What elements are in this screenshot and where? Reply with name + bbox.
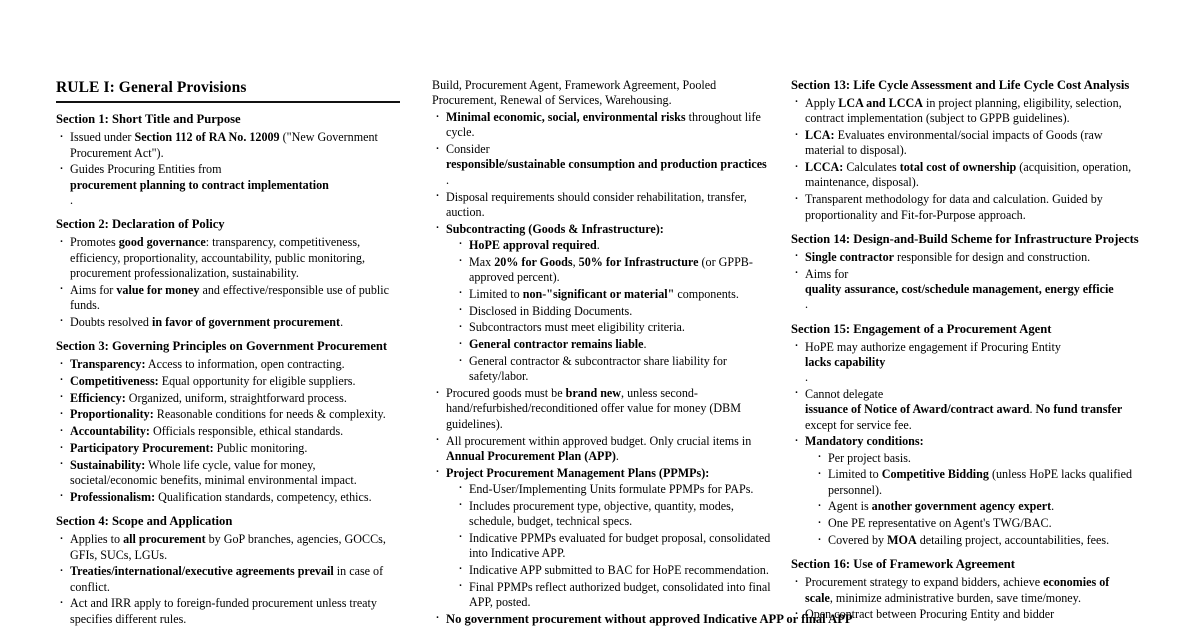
emphasis-text: in favor of government procurement — [151, 314, 341, 329]
body-text: Includes procurement type, objective, quantity, modes, schedule, budget, technical specs. — [469, 498, 734, 529]
body-text: : transparency, competitiveness, efficiency, proportionality, accountability, public monitoring, procurement professionalization, sustainability. — [70, 235, 365, 280]
body-text: All procurement within approved budget. Only crucial items in — [446, 433, 752, 448]
bullet-list — [56, 532, 405, 626]
continuation-text: Build, Procurement Agent, Framework Agreement, Pooled Procurement, Renewal of Services, Warehousing. — [432, 78, 717, 108]
list-item — [56, 162, 405, 208]
body-text: responsible for design and construction. — [894, 249, 1091, 264]
body-text: One PE representative on Agent's TWG/BAC. — [828, 516, 1052, 531]
list-item — [56, 490, 405, 505]
body-text: , unless second-hand/refurbished/reconditioned offer value for money (DBM guidelines). — [446, 386, 741, 431]
list-item — [432, 434, 781, 465]
list-item — [791, 267, 1140, 313]
body-text: Per project basis. — [828, 450, 911, 465]
body-text: Equal opportunity for eligible suppliers. — [158, 373, 356, 388]
section-heading: Section 15: Engagement of a Procurement Agent — [791, 321, 1052, 336]
column-1-body — [56, 112, 405, 626]
body-text: . — [1051, 499, 1055, 514]
body-text: (acquisition, operation, maintenance, disposal). — [805, 160, 1132, 190]
body-text: . — [596, 237, 600, 252]
list-item — [814, 467, 1140, 498]
list-item — [56, 424, 405, 439]
body-text: Applies to — [70, 532, 124, 547]
body-text: Doubts resolved — [70, 314, 152, 329]
list-item — [455, 563, 781, 578]
body-text: Subcontractors must meet eligibility criteria. — [469, 320, 685, 335]
emphasis-text: total cost of ownership — [899, 160, 1017, 175]
emphasis-text: Accountability: — [70, 424, 150, 439]
body-text: in project planning, eligibility, selection, contract implementation (subject to GPPB guidelines). — [805, 95, 1122, 126]
list-item — [56, 407, 405, 422]
emphasis-text: Subcontracting (Goods & Infrastructure): — [446, 221, 664, 236]
emphasis-text: HoPE approval required — [469, 237, 597, 252]
list-item — [56, 441, 405, 456]
emphasis-block: responsible/sustainable consumption and production practices — [446, 157, 767, 172]
body-text: Apply — [805, 95, 839, 110]
body-text: , — [572, 254, 579, 269]
body-text: Open contract between Procuring Entity and bidder — [805, 607, 1055, 622]
title-divider — [56, 101, 400, 103]
body-text: Issued under — [70, 130, 135, 145]
body-text: Reasonable conditions for needs & complexity. — [153, 407, 386, 422]
body-text: Guides Procuring Entities from — [70, 162, 222, 177]
emphasis-text: all procurement — [123, 532, 206, 547]
emphasis-text: 50% for Infrastructure — [578, 254, 699, 269]
body-text: (or GPPB-approved percent). — [469, 254, 753, 285]
emphasis-text: Minimal economic, social, environmental risks — [446, 110, 686, 125]
list-item — [455, 531, 781, 562]
body-text: ("New Government Procurement Act"). — [70, 130, 378, 160]
sub-list — [455, 238, 781, 385]
body-text: Whole life cycle, value for money, societal/economic benefits, minimal environmental impact. — [70, 457, 357, 488]
body-text: HoPE may authorize engagement if Procuring Entity — [805, 339, 1061, 354]
body-text: (unless HoPE lacks qualified personnel). — [828, 467, 1133, 497]
body-text: Limited to — [469, 286, 523, 301]
body-text: Max — [469, 254, 495, 269]
overflow-emphasis-line: · No government procurement without approved Indicative APP or final APP — [446, 611, 853, 626]
list-item — [455, 304, 781, 319]
body-text: . — [1029, 402, 1036, 417]
list-item — [455, 580, 781, 611]
section-heading: Section 1: Short Title and Purpose — [56, 112, 241, 127]
list-item — [455, 255, 781, 286]
body-text: Qualification standards, competency, ethics. — [155, 489, 372, 504]
body-text: Aims for — [70, 282, 117, 297]
list-item — [455, 482, 781, 497]
emphasis-text: General contractor remains liable — [469, 337, 644, 352]
list-item — [56, 564, 405, 595]
list-item — [791, 250, 1140, 265]
sub-list — [455, 482, 781, 610]
trailing-punctuation: . — [805, 370, 809, 385]
list-item — [791, 434, 1140, 548]
section-heading: Section 14: Design-and-Build Scheme for Infrastructure Projects — [791, 231, 1139, 246]
emphasis-text: economies of scale — [805, 575, 1110, 605]
list-item — [432, 611, 853, 626]
emphasis-text: issuance of Notice of Award/contract award — [805, 402, 1030, 417]
section-heading: Section 2: Declaration of Policy — [56, 217, 225, 232]
list-item — [791, 575, 1140, 606]
emphasis-block-mixed — [805, 402, 1140, 433]
body-text: Officials responsible, ethical standards. — [149, 424, 344, 439]
sub-list — [814, 451, 1140, 549]
emphasis-text: Competitiveness: — [70, 373, 159, 388]
list-item — [791, 340, 1140, 386]
column-3 — [791, 78, 1140, 624]
list-item — [814, 533, 1140, 548]
body-text: Act and IRR apply to foreign-funded procurement unless treaty specifies different rules. — [70, 596, 377, 626]
list-item — [56, 357, 405, 372]
emphasis-text: Competitive Bidding — [881, 467, 989, 482]
body-text: Access to information, open contracting. — [145, 357, 345, 372]
body-text: General contractor & subcontractor share liability for safety/labor. — [469, 354, 727, 384]
body-text: Final PPMPs reflect authorized budget, consolidated into final APP, posted. — [469, 579, 771, 609]
list-item — [56, 596, 405, 626]
emphasis-text: 20% for Goods — [494, 254, 573, 269]
bullet-list — [791, 575, 1140, 622]
body-text: Consider — [446, 142, 490, 157]
body-text: components. — [674, 286, 739, 301]
page-title: RULE I: General Provisions — [56, 79, 247, 96]
list-item — [432, 110, 781, 141]
emphasis-text: Professionalism: — [70, 489, 156, 504]
body-text: Disposal requirements should consider rehabilitation, transfer, auction. — [446, 189, 747, 219]
list-item — [455, 287, 781, 302]
emphasis-text: LCCA: — [805, 160, 844, 175]
column-3-body — [791, 78, 1140, 623]
list-item — [791, 192, 1140, 223]
body-text: . — [643, 337, 647, 352]
emphasis-text: Proportionality: — [70, 407, 154, 422]
list-item — [56, 130, 405, 161]
emphasis-text: No fund transfer — [1035, 402, 1123, 417]
body-text: . — [340, 314, 344, 329]
list-item — [56, 458, 405, 489]
list-item — [814, 499, 1140, 514]
list-item — [791, 387, 1140, 433]
list-item — [432, 386, 781, 432]
body-text: Covered by — [828, 533, 888, 548]
list-item — [432, 190, 781, 221]
bullet-list — [56, 235, 405, 330]
body-text: Transparent methodology for data and calculation. Guided by proportionality and Fit-for-Purpose approach. — [805, 192, 1103, 222]
emphasis-text: Mandatory conditions: — [805, 434, 924, 449]
body-text: Agent is — [828, 499, 872, 514]
bullet-list — [791, 250, 1140, 313]
emphasis-text: LCA and LCCA — [838, 95, 923, 110]
body-text: Organized, uniform, straightforward process. — [125, 390, 347, 405]
body-text: detailing project, accountabilities, fees. — [916, 533, 1110, 548]
emphasis-text: Treaties/international/executive agreements prevail — [70, 564, 334, 579]
list-item — [455, 238, 781, 253]
bullet-list — [791, 340, 1140, 549]
body-text: Indicative PPMPs evaluated for budget proposal, consolidated into Indicative APP. — [469, 530, 771, 561]
body-text: by GoP branches, agencies, GOCCs, GFIs, SUCs, LGUs. — [70, 532, 386, 562]
emphasis-text: Participatory Procurement: — [70, 441, 214, 456]
emphasis-text: Section 112 of RA No. 12009 — [134, 130, 280, 145]
list-item — [432, 222, 781, 385]
trailing-punctuation: . — [805, 297, 809, 312]
column-1 — [56, 78, 405, 626]
body-text: Disclosed in Bidding Documents. — [469, 303, 633, 318]
emphasis-block: lacks capability — [805, 354, 886, 369]
list-item — [791, 607, 1140, 622]
list-item — [432, 142, 781, 188]
bullet-list-overflow — [432, 611, 853, 626]
emphasis-text: value for money — [116, 282, 200, 297]
body-text: in case of conflict. — [70, 564, 384, 594]
body-text: Calculates — [843, 160, 900, 175]
emphasis-text: Efficiency: — [70, 390, 126, 405]
body-text: Evaluates environmental/social impacts of Goods (raw material to disposal). — [805, 128, 1103, 158]
emphasis-text: Project Procurement Management Plans (PPMPs): — [446, 465, 710, 480]
bullet-list — [432, 110, 781, 610]
body-text: Limited to — [828, 467, 882, 482]
emphasis-text: MOA — [887, 533, 917, 548]
list-item — [814, 516, 1140, 531]
body-text: except for service fee. — [805, 417, 912, 432]
bullet-list — [791, 96, 1140, 223]
list-item — [455, 499, 781, 530]
list-item — [56, 391, 405, 406]
bullet-list — [56, 130, 405, 208]
body-text: Promotes — [70, 235, 119, 250]
body-text: and effective/responsible use of public funds. — [70, 282, 389, 313]
section-heading: Section 4: Scope and Application — [56, 514, 233, 529]
list-item — [455, 337, 781, 352]
body-text: throughout life cycle. — [446, 110, 761, 140]
emphasis-text: Sustainability: — [70, 457, 146, 472]
bullet-list — [56, 357, 405, 505]
emphasis-text: good governance — [118, 235, 206, 250]
body-text: Procurement strategy to expand bidders, achieve — [805, 575, 1044, 590]
section-heading: Section 16: Use of Framework Agreement — [791, 557, 1015, 572]
body-text: Procured goods must be — [446, 386, 566, 401]
emphasis-text: non-"significant or material" — [522, 286, 675, 301]
list-item — [56, 235, 405, 281]
body-text: Public monitoring. — [213, 441, 308, 456]
list-item — [56, 283, 405, 314]
emphasis-text: Single contractor — [805, 249, 895, 264]
list-item — [432, 466, 781, 611]
list-item — [814, 451, 1140, 466]
emphasis-text: another government agency expert — [871, 499, 1052, 514]
body-text: , minimize administrative burden, save time/money. — [829, 590, 1081, 605]
section-heading: Section 3: Governing Principles on Government Procurement — [56, 339, 388, 354]
emphasis-block-clipped: quality assurance, cost/schedule management, energy efficie — [805, 281, 1114, 296]
emphasis-text: Transparency: — [70, 357, 146, 372]
section-heading: Section 13: Life Cycle Assessment and Life Cycle Cost Analysis — [791, 78, 1130, 92]
trailing-punctuation: . — [70, 193, 74, 208]
list-item — [791, 96, 1140, 127]
list-item — [455, 320, 781, 335]
list-item — [56, 374, 405, 389]
body-text: . — [615, 448, 619, 463]
emphasis-text: brand new — [565, 386, 622, 401]
trailing-punctuation: . — [446, 172, 450, 187]
body-text: Cannot delegate — [805, 386, 884, 401]
body-text: Aims for — [805, 266, 849, 281]
list-item — [791, 160, 1140, 191]
emphasis-text: LCA: — [805, 128, 835, 143]
list-item — [56, 532, 405, 563]
emphasis-block: procurement planning to contract implementation — [70, 177, 329, 192]
body-text: End-User/Implementing Units formulate PPMPs for PAPs. — [469, 481, 754, 496]
body-text: Indicative APP submitted to BAC for HoPE recommendation. — [469, 562, 769, 577]
list-item — [791, 128, 1140, 159]
list-item — [56, 315, 405, 330]
list-item — [455, 354, 781, 385]
emphasis-text: Annual Procurement Plan (APP) — [446, 448, 616, 463]
